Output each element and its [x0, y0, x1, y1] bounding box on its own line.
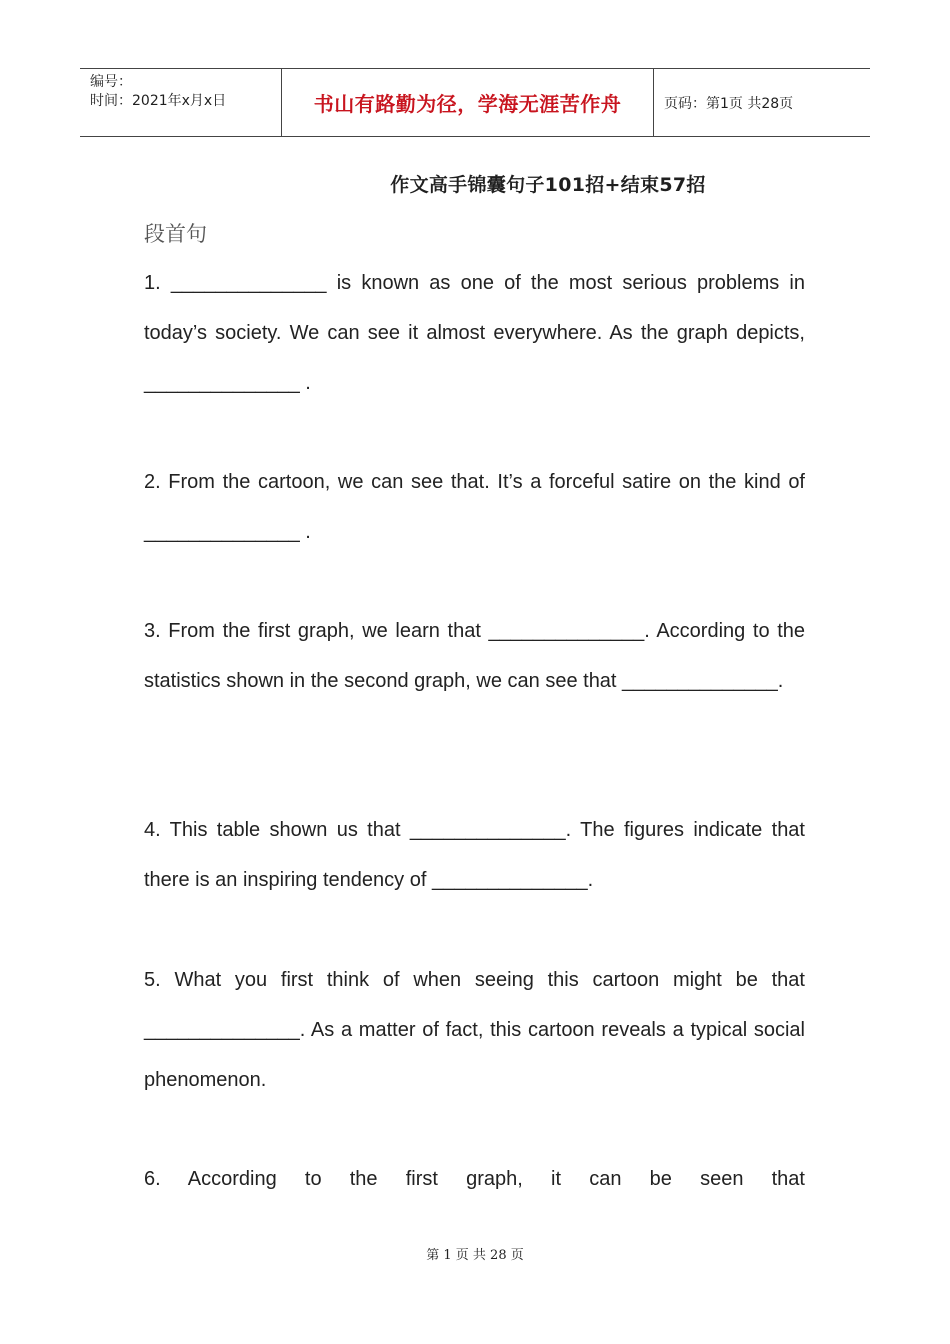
- paragraph-4: 4. This table shown us that ______________. The figures indicate that there is an inspiring tendency of ______________.: [144, 819, 805, 891]
- header-meta: [80, 69, 281, 136]
- paragraph-2: 2. From the cartoon, we can see that. It’s a forceful satire on the kind of ______________ .: [144, 471, 805, 543]
- document-title: 作文高手锦囊句子101招+结束57招: [390, 174, 706, 196]
- page-footer: 第 1 页 共 28 页: [426, 1248, 524, 1263]
- header-page-info: 页码：第1页 共28页: [664, 95, 794, 112]
- paragraph-1: 1. ______________ is known as one of the most serious problems in today’s society. We can see it almost everywhere. As the graph depicts, ______________ .: [144, 272, 805, 394]
- paragraph-5: 5. What you first think of when seeing this cartoon might be that ______________. As a matter of fact, this cartoon reveals a typical social phenomenon.: [144, 969, 805, 1091]
- paragraph-3: 3. From the first graph, we learn that ______________. According to the statistics shown in the second graph, we can see that ______________.: [144, 620, 805, 692]
- section-heading: 段首句: [144, 222, 207, 246]
- document-number-label: 编号：: [90, 74, 132, 90]
- header-motto: 书山有路勤为径，学海无涯苦作舟: [281, 69, 654, 136]
- page-header: [80, 68, 870, 137]
- paragraph-6: 6. According to the first graph, it can be seen that: [144, 1168, 805, 1190]
- document-date: 时间：2021年x月x日: [90, 93, 227, 109]
